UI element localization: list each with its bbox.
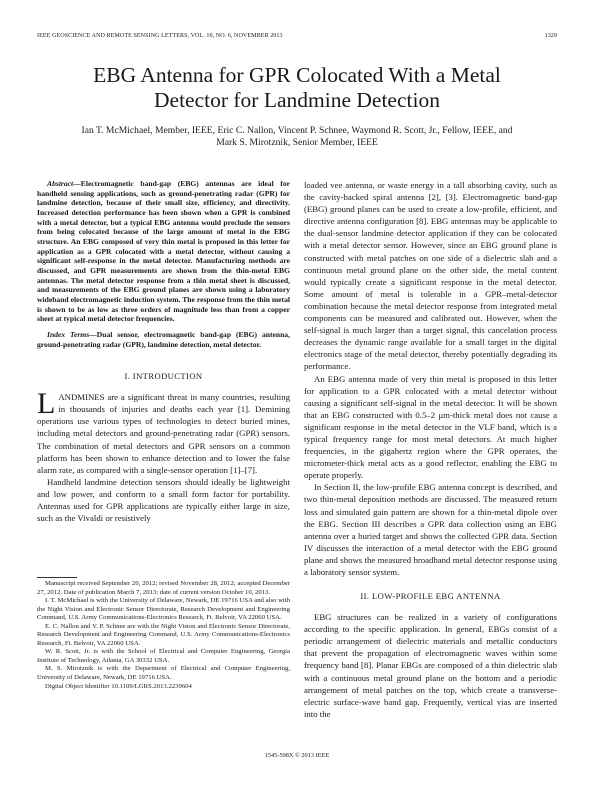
intro-paragraph-5: In Section II, the low-profile EBG antenna concept is described, and two thin-metal deposition methods are discussed. The measured return loss and simulated gain pattern are shown for a thin-metal dipole over the EBG. Section III describes a GPR data collection using an EBG antenna over a buried target and shows the collected GPR data. Section IV discusses the interaction of a metal detector with the EBG ground plane and shows the measured broadband metal detector response using a laboratory sensor system. xyxy=(304,482,557,577)
running-header xyxy=(37,33,557,45)
title-line-2: Detector for Landmine Detection xyxy=(154,88,440,112)
footnote-divider xyxy=(37,577,77,578)
footnote-author: W. R. Scott, Jr. is with the School of Electrical and Computer Engineering, Georgia Institute of Technology, Atlanta, GA 30332 USA. xyxy=(37,648,290,664)
journal-citation: IEEE GEOSCIENCE AND REMOTE SENSING LETTERS, VOL. 10, NO. 6, NOVEMBER 2013 xyxy=(37,33,283,39)
section-heading-low-profile-ebg: II. LOW-PROFILE EBG ANTENNA xyxy=(360,591,501,602)
abstract-label: Abstract— xyxy=(47,179,81,188)
intro-paragraph-1-text: ANDMINES are a significant threat in many countries, resulting in thousands of injuries and deaths each year [1]. Demining operations use various types of technologies to detect buried mines, including metal detectors and ground-penetrating radar (GPR) sensors. The combination of metal detectors and GPR sensors on a common platform has been shown to enhance detection and to lower the false alarm rate, as compared with a single-sensor operation [1]–[7]. xyxy=(37,392,290,475)
authors-line-1: Ian T. McMichael, Member, IEEE, Eric C. Nallon, Vincent P. Schnee, Waymond R. Scott, Jr., Fellow, IEEE, and xyxy=(81,125,513,136)
intro-paragraph-1 xyxy=(37,387,290,476)
section-heading-introduction: I. INTRODUCTION xyxy=(124,371,203,382)
drop-cap: L xyxy=(37,387,56,421)
footnote-author: M. S. Mirotznik is with the Department of Electrical and Computer Engineering, University of Delaware, Newark, DE 19716 USA. xyxy=(37,665,290,682)
footnote-doi: Digital Object Identifier 10.1109/LGRS.2013.2239604 xyxy=(45,682,192,690)
index-terms xyxy=(37,330,290,349)
paper-title xyxy=(40,63,554,113)
footnote-manuscript: Manuscript received September 20, 2012; revised November 28, 2012; accepted December 27, 2012. Date of publication March 7, 2013; date of current version October 10, 2013. xyxy=(37,580,290,596)
page-number: 1329 xyxy=(544,33,557,39)
footnotes xyxy=(37,580,290,691)
intro-paragraph-4: An EBG antenna made of very thin metal is proposed in this letter for application to a GPR colocated with a metal detector without causing a significant self-signal in the metal detector. It will be shown that an EBG constructed with 0.5–2 μm-thick metal does not cause a significant response in the metal detector in the VLF band, which is a typical frequency range for most metal detectors. At much higher frequencies, in the gigahertz region where the GPR operates, the micrometer-thick metal acts as a good reflector, enabling the EBG to operate properly. xyxy=(304,373,557,481)
index-terms-text: Dual sensor, electromagnetic band-gap (EBG) antenna, ground-penetrating radar (GPR), landmine detection, metal detector. xyxy=(37,329,291,349)
left-column xyxy=(37,179,290,524)
intro-paragraph-2: Handheld landmine detection sensors should ideally be lightweight and low power, and conform to a small form factor for portability. Antennas used for GPR applications are typically either large in size, such as the Vivaldi or resistively xyxy=(37,476,290,524)
footnote-author: I. T. McMichael is with the University of Delaware, Newark, DE 19716 USA and also with the Night Vision and Electronic Sensor Directorate, Research Development and Engineering Command, U.S. Army Communications-Electronics Research, Ft. Belvoir, VA 22060 USA. xyxy=(37,597,290,622)
footnote-author: E. C. Nallon and V. P. Schnee are with the Night Vision and Electronic Sensor Directorate, Research Development and Engineering Command, U.S. Army Communications-Electronics Research, Ft. Belvoir, VA 22060 USA. xyxy=(37,622,290,647)
copyright-footer: 1545-598X © 2013 IEEE xyxy=(264,752,330,759)
abstract-text: Electromagnetic band-gap (EBG) antennas are ideal for handheld sensing applications, such as ground-penetrating radar (GPR) for landmine detection, because of their small size, efficiency, and directivity. Increased detection performance has been shown when a GPR is combined with a metal detector, but a typical EBG antenna would preclude the sensors from being colocated because of the large amount of metal in the EBG structure. An EBG composed of very thin metal is proposed in this letter for application as a GPR colocated with a metal detector, without causing a significant self-response in the metal detector. Manufacturing methods are discussed, and GPR measurements are shown from the thin-metal EBG antennas. The metal detector response from a thin metal sheet is discussed, and measurements of the EBG ground planes are shown using a laboratory wideband electromagnetic induction system. The response from the thin metal is shown to be as low as three orders of magnitude less than from a copper sheet at typical metal detector frequencies. xyxy=(37,179,290,324)
authors-line-2: Mark S. Mirotznik, Senior Member, IEEE xyxy=(216,136,378,148)
section2-paragraph-1: EBG structures can be realized in a variety of configurations according to the specific application. In general, EBGs consist of a periodic arrangement of dielectric materials and metallic conductors that prevent the propagation of electromagnetic waves within some frequency band [8]. Planar EBGs are composed of a thin dielectric slab with a continuous metal ground plane on the bottom and a periodic arrangement of metal patches on the top, which create a transverse-electric surface-wave band gap. Frequently, vertical vias are inserted into the xyxy=(304,612,557,719)
title-line-1: EBG Antenna for GPR Colocated With a Metal xyxy=(93,63,501,87)
right-column xyxy=(304,179,557,720)
index-terms-label: Index Terms— xyxy=(47,329,97,339)
abstract xyxy=(37,179,290,324)
intro-paragraph-3: loaded vee antenna, or waste energy in a tall absorbing cavity, such as the cavity-backed spiral antenna [2], [3]. Electromagnetic band-gap (EBG) ground planes can be used to create a low-profile, efficient, and directive antenna configuration [8]. EBG antennas may be applicable to the dual-sensor landmine detector application if they can be colocated with a metal detector sensor. However, since an EBG ground plane is constructed with metal patches on one side of a dielectric slab and a continuous metal ground plane on the other side, the metal content would typically create a significant response in the metal detector. Some amount of metal is tolerable in a GPR–metal-detector combination because the metal detector response from integrated metal components can be measured and calibrated out. However, when the self-signal is much larger than a target signal, this cancelation process decreases the dynamic range available for a small target in the digital electronics stage of the metal detector, thereby potentially degrading its performance. xyxy=(304,180,557,372)
author-list xyxy=(48,125,546,149)
